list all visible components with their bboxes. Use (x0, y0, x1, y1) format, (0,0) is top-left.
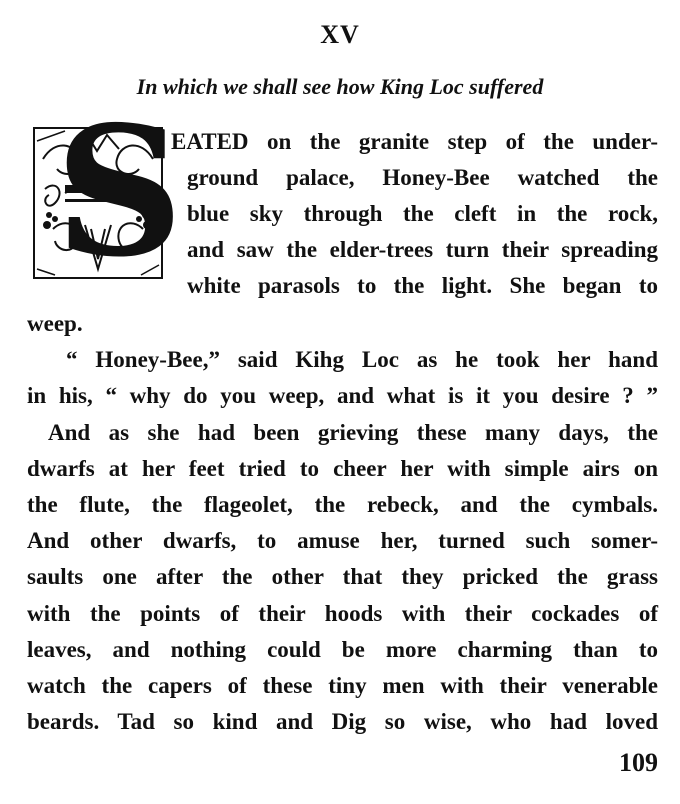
text-line: “ Honey-Bee,” said Kihg Loc as he took her hand (66, 347, 658, 372)
text-line: blue sky through the cleft in the rock, (187, 201, 658, 226)
text-line: And other dwarfs, to amuse her, turned such somer- (27, 528, 658, 553)
drop-cap-letter: S (55, 87, 184, 296)
chapter-number: XV (320, 20, 360, 49)
page-number: 109 (619, 748, 658, 777)
text-line: the flute, the flageolet, the rebeck, and the cymbals. (27, 492, 658, 517)
text-line: and saw the elder-trees turn their spreading (187, 237, 658, 262)
text-line: dwarfs at her feet tried to cheer her with simple airs on (27, 456, 658, 481)
text-line: And as she had been grieving these many days, the (48, 420, 658, 445)
chapter-subtitle: In which we shall see how King Loc suffered (136, 74, 544, 99)
text-line: saults one after the other that they pricked the grass (27, 564, 658, 589)
drop-cap-ornament (33, 87, 184, 296)
text-line: EATED on the granite step of the under- (171, 129, 658, 154)
text-line: weep. (27, 311, 83, 336)
text-line: watch the capers of these tiny men with their venerable (27, 673, 658, 698)
text-line: white parasols to the light. She began to (187, 273, 658, 298)
text-line: beards. Tad so kind and Dig so wise, who had loved (27, 709, 658, 734)
text-line: leaves, and nothing could be more charming than to (27, 637, 658, 662)
text-line: ground palace, Honey-Bee watched the (187, 165, 658, 190)
text-line: with the points of their hoods with their cockades of (27, 601, 658, 626)
text-line: in his, “ why do you weep, and what is it you desire ? ” (27, 383, 658, 408)
